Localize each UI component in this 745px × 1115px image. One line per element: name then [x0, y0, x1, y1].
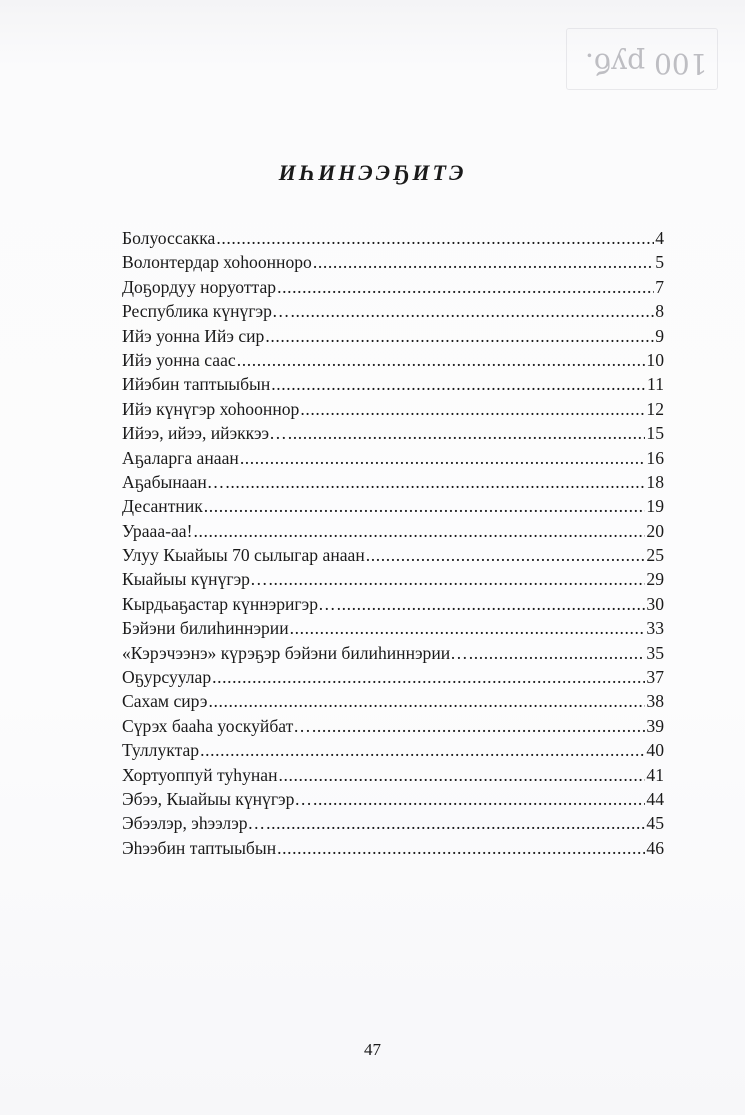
toc-entry [122, 275, 664, 299]
toc-entry-page: 12 [646, 398, 664, 419]
toc-dot-leader [208, 689, 645, 713]
toc-dot-leader [266, 811, 645, 835]
toc-entry-title: Сахам сирэ [122, 691, 208, 712]
toc-entry-page: 44 [646, 788, 664, 809]
toc-dot-leader [337, 592, 646, 616]
toc-entry [122, 250, 664, 274]
toc-entry [122, 372, 664, 396]
table-of-contents [122, 226, 664, 860]
toc-dot-leader [237, 348, 646, 372]
toc-entry [122, 763, 664, 787]
toc-entry-title: Аҕабынаан… [122, 471, 225, 492]
toc-dot-leader [200, 738, 645, 762]
toc-entry-title: Кырдьаҕастар күннэригэр… [122, 593, 336, 614]
toc-entry-page: 5 [655, 252, 664, 273]
toc-entry-page: 46 [646, 837, 664, 858]
toc-dot-leader [269, 567, 646, 591]
toc-entry-title: Ийээ, ийээ, ийэккээ… [122, 423, 287, 444]
toc-entry-title: Болуоссакка [122, 228, 216, 248]
toc-entry [122, 324, 664, 348]
toc-entry-page: 39 [646, 715, 664, 736]
toc-entry-title: Сүрэх бааһа уоскуйбат… [122, 715, 311, 736]
toc-entry-title: Десантник [122, 496, 203, 517]
toc-entry-title: Улуу Кыайыы 70 сылыгар анаан [122, 545, 365, 566]
toc-entry-title: Туллуктар [122, 740, 200, 761]
toc-entry-title: Доҕордуу норуоттар [122, 276, 277, 297]
toc-entry-page: 11 [647, 374, 664, 395]
toc-entry-page: 9 [655, 325, 664, 346]
toc-entry-page: 25 [646, 545, 664, 566]
toc-entry [122, 494, 664, 518]
toc-dot-leader [291, 299, 655, 323]
toc-entry [122, 592, 664, 616]
toc-dot-leader [277, 836, 645, 860]
toc-entry [122, 811, 664, 835]
toc-entry [122, 836, 664, 860]
toc-entry-page: 33 [646, 618, 664, 639]
toc-dot-leader [279, 763, 646, 787]
toc-entry-page: 18 [646, 471, 664, 492]
toc-entry-page: 38 [646, 691, 664, 712]
price-stamp-text: 100 руб. [585, 47, 708, 80]
toc-dot-leader [265, 324, 654, 348]
price-stamp [566, 28, 718, 90]
toc-dot-leader [240, 446, 646, 470]
toc-entry-title: Ийэ уонна Ийэ сир [122, 325, 265, 346]
toc-entry [122, 641, 664, 665]
toc-entry-title: Оҕурсуулар [122, 667, 212, 688]
toc-entry-title: Эбээлэр, эһээлэр… [122, 813, 266, 834]
toc-entry [122, 689, 664, 713]
toc-entry [122, 226, 664, 250]
toc-entry [122, 470, 664, 494]
toc-entry-title: Волонтердар хоһоонноро [122, 252, 312, 273]
toc-dot-leader [193, 519, 645, 543]
toc-entry-page: 30 [646, 593, 664, 614]
toc-entry-title: Аҕаларга анаан [122, 447, 239, 468]
toc-entry [122, 616, 664, 640]
toc-entry [122, 665, 664, 689]
toc-entry [122, 446, 664, 470]
toc-dot-leader [271, 372, 646, 396]
toc-entry-page: 15 [646, 423, 664, 444]
toc-entry-page: 7 [655, 276, 664, 297]
toc-entry-title: Ийэ күнүгэр хоһооннор [122, 398, 300, 419]
toc-entry-title: Республика күнүгэр… [122, 301, 290, 322]
toc-dot-leader [313, 787, 645, 811]
toc-entry-title: Ийэ уонна саас [122, 349, 236, 370]
toc-entry [122, 567, 664, 591]
toc-dot-leader [366, 543, 646, 567]
toc-dot-leader [288, 421, 646, 445]
toc-entry-page: 19 [646, 496, 664, 517]
toc-entry-title: Хортуоппуй туһунан [122, 764, 278, 785]
toc-entry [122, 714, 664, 738]
toc-entry-title: Эһээбин таптыыбын [122, 837, 277, 858]
page-title: ИҺИНЭЭҔИТЭ [278, 160, 467, 185]
toc-entry-page: 35 [646, 642, 664, 663]
toc-entry-page: 37 [646, 667, 664, 688]
toc-dot-leader [313, 250, 654, 274]
toc-entry-page: 45 [646, 813, 664, 834]
toc-entry [122, 787, 664, 811]
toc-dot-leader [204, 494, 646, 518]
toc-dot-leader [212, 665, 645, 689]
toc-dot-leader [469, 641, 646, 665]
toc-entry-page: 20 [646, 520, 664, 541]
toc-entry-page: 8 [655, 301, 664, 322]
toc-entry-title: Бэйэни билиһиннэрии [122, 618, 289, 639]
toc-entry-title: Ийэбин таптыыбын [122, 374, 271, 395]
toc-entry [122, 348, 664, 372]
toc-entry-title: Кыайыы күнүгэр… [122, 569, 268, 590]
toc-dot-leader [300, 397, 645, 421]
toc-entry [122, 421, 664, 445]
toc-entry [122, 299, 664, 323]
toc-entry [122, 543, 664, 567]
toc-entry-page: 29 [646, 569, 664, 590]
toc-entry-page: 40 [646, 740, 664, 761]
toc-entry-page: 41 [646, 764, 664, 785]
toc-entry-page: 16 [646, 447, 664, 468]
toc-dot-leader [277, 275, 654, 299]
toc-entry [122, 738, 664, 762]
page-number: 47 [364, 1040, 381, 1059]
toc-entry-title: Урааа-аа! [122, 520, 193, 541]
toc-entry-page: 4 [655, 228, 664, 248]
toc-entry-title: Эбээ, Кыайыы күнүгэр… [122, 788, 313, 809]
toc-entry-title: «Кэрэчээнэ» күрэҕэр бэйэни билиһиннэрии… [122, 642, 468, 663]
toc-dot-leader [312, 714, 646, 738]
toc-entry-page: 10 [646, 349, 664, 370]
toc-dot-leader [216, 226, 654, 250]
toc-entry [122, 397, 664, 421]
toc-entry [122, 519, 664, 543]
toc-dot-leader [225, 470, 645, 494]
toc-dot-leader [290, 616, 646, 640]
